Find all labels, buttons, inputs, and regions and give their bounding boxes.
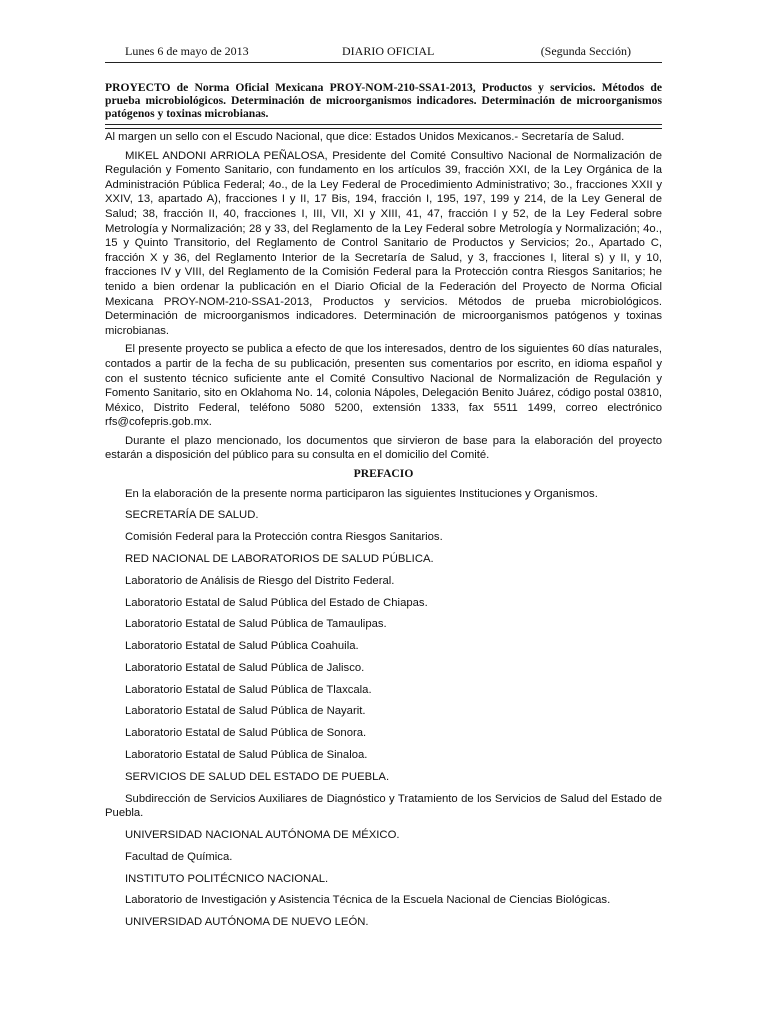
list-item: Laboratorio Estatal de Salud Pública de Jalisco.	[125, 661, 365, 674]
list-item: Subdirección de Servicios Auxiliares de Diagnóstico y Tratamiento de los Servicios de Salud del Estado de Puebla.	[105, 792, 662, 820]
list-item: Laboratorio Estatal de Salud Pública de Tlaxcala.	[125, 683, 372, 696]
list-item: Laboratorio Estatal de Salud Pública de Sinaloa.	[125, 749, 368, 762]
paragraph-plazo: Durante el plazo mencionado, los documentos que sirvieron de base para la elaboración del proyecto estarán a disposición del público para su consulta en el domicilio del Comité.	[105, 434, 662, 462]
list-item: Laboratorio Estatal de Salud Pública del Estado de Chiapas.	[125, 596, 428, 609]
list-item: Laboratorio Estatal de Salud Pública de Tamaulipas.	[125, 618, 387, 631]
list-item: Laboratorio Estatal de Salud Pública de Nayarit.	[125, 705, 366, 718]
document-body	[105, 130, 662, 937]
organization-list	[105, 508, 662, 929]
document-title: PROYECTO de Norma Oficial Mexicana PROY-NOM-210-SSA1-2013, Productos y servicios. Métodos de prueba microbiológicos. Determinación de microorganismos indicadores. Determinación de microorganismos patógenos y toxinas microbianas.	[105, 81, 662, 120]
paragraph-fundamento: MIKEL ANDONI ARRIOLA PEÑALOSA, Presidente del Comité Consultivo Nacional de Normalización de Regulación y Fomento Sanitario, con fundamento en los artículos 39, fracción XXI, de la Ley Orgánica de la Administración Pública Federal; 4o., de la Ley Federal de Procedimiento Administrativo; 3o., fracciones XXII y XXIV, 13, apartado A), fracciones I y II, 17 Bis, 194, fracción I, 195, 197, 199 y 214, de la Ley General de Salud; 38, fracción II, 40, fracciones I, III, VII, XI y XIII, 41, 47, fracción I y 52, de la Ley Federal sobre Metrología y Normalización; 28 y 33, del Reglamento de la Ley Federal sobre Metrología y Normalización; 4o., 15 y Quinto Transitorio, del Reglamento de Control Sanitario de Productos y Servicios; 2o., Apartado C, fracción X y 36, del Reglamento Interior de la Secretaría de Salud, y 3, fracciones I, literal s) y II, y 10, fracciones IV y VIII, del Reglamento de la Comisión Federal para la Protección contra Riesgos Sanitarios; he tenido a bien ordenar la publicación en el Diario Oficial de la Federación del Proyecto de Norma Oficial Mexicana PROY-NOM-210-SSA1-2013, Productos y servicios. Métodos de prueba microbiológicos. Determinación de microorganismos indicadores. Determinación de microorganismos patógenos y toxinas microbianas.	[105, 149, 662, 337]
header-date: Lunes 6 de mayo de 2013	[125, 44, 249, 58]
list-item: SECRETARÍA DE SALUD.	[125, 509, 259, 522]
title-double-rule	[105, 124, 662, 129]
list-item: Laboratorio de Investigación y Asistencia Técnica de la Escuela Nacional de Ciencias Biológicas.	[125, 894, 611, 907]
header-rule	[105, 62, 662, 63]
list-item: Laboratorio Estatal de Salud Pública Coahuila.	[125, 640, 359, 653]
header-publication: DIARIO OFICIAL	[342, 44, 435, 58]
list-item: UNIVERSIDAD AUTÓNOMA DE NUEVO LEÓN.	[125, 916, 369, 929]
header-section: (Segunda Sección)	[540, 44, 631, 58]
page-header	[125, 44, 631, 60]
list-item: UNIVERSIDAD NACIONAL AUTÓNOMA DE MÉXICO.	[125, 828, 400, 841]
list-item: INSTITUTO POLITÉCNICO NACIONAL.	[125, 872, 329, 885]
prefacio-intro: En la elaboración de la presente norma participaron las siguientes Instituciones y Organismos.	[125, 487, 598, 500]
list-item: Comisión Federal para la Protección contra Riesgos Sanitarios.	[125, 531, 443, 544]
prefacio-heading: PREFACIO	[353, 467, 414, 481]
list-item: Laboratorio de Análisis de Riesgo del Distrito Federal.	[125, 574, 395, 587]
list-item: SERVICIOS DE SALUD DEL ESTADO DE PUEBLA.	[125, 770, 390, 783]
list-item: Laboratorio Estatal de Salud Pública de Sonora.	[125, 727, 367, 740]
margin-note: Al margen un sello con el Escudo Nacional, que dice: Estados Unidos Mexicanos.- Secretaría de Salud.	[105, 131, 625, 143]
paragraph-publicacion: El presente proyecto se publica a efecto de que los interesados, dentro de los siguientes 60 días naturales, contados a partir de la fecha de su publicación, presenten sus comentarios por escrito, en idioma español y con el sustento técnico suficiente ante el Comité Consultivo Nacional de Normalización de Regulación y Fomento Sanitario, sito en Oklahoma No. 14, colonia Nápoles, Delegación Benito Juárez, código postal 03810, México, Distrito Federal, teléfono 5080 5200, extensión 1333, fax 5511 1499, correo electrónico rfs@cofepris.gob.mx.	[105, 343, 662, 429]
list-item: RED NACIONAL DE LABORATORIOS DE SALUD PÚBLICA.	[125, 553, 434, 565]
list-item: Facultad de Química.	[125, 850, 233, 863]
